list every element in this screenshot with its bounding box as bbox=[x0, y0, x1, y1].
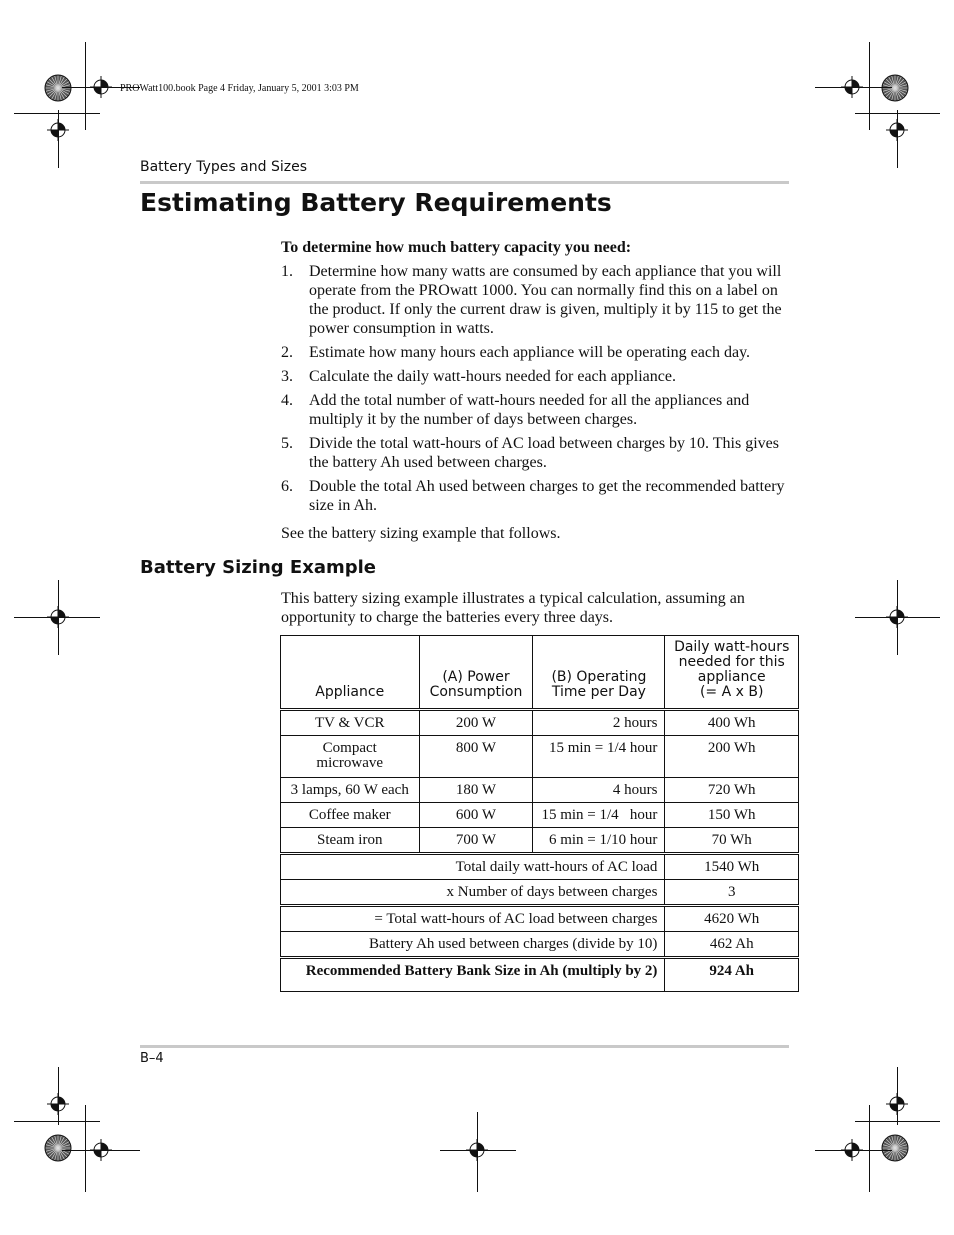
totals-label: Recommended Battery Bank Size in Ah (multiply by 2) bbox=[281, 958, 665, 992]
cell-time: 6 min = 1/10 hour bbox=[533, 828, 665, 854]
page-number: B–4 bbox=[140, 1051, 164, 1066]
table-header-row bbox=[281, 636, 799, 710]
page-title: Estimating Battery Requirements bbox=[140, 188, 612, 217]
crop-mark-line bbox=[85, 1105, 86, 1192]
running-head: Battery Types and Sizes bbox=[140, 159, 307, 175]
step-item bbox=[281, 434, 791, 472]
procedure-steps bbox=[281, 262, 791, 520]
step-number: 2. bbox=[281, 344, 293, 361]
step-item bbox=[281, 343, 791, 362]
cell-appliance: Compact microwave bbox=[281, 736, 420, 778]
step-text: Determine how many watts are consumed by each appliance that you will operate from the PROwatt 1000. You can normally find this on a label on the product. If only the current draw is given, multiply it by 115 to get the power consumption in watts. bbox=[309, 263, 782, 337]
cell-time: 15 min = 1/4 hour bbox=[533, 736, 665, 778]
table-row bbox=[281, 778, 799, 803]
totals-value: 1540 Wh bbox=[665, 854, 799, 880]
crop-mark-line bbox=[85, 42, 86, 130]
step-number: 3. bbox=[281, 368, 293, 385]
step-text: Calculate the daily watt-hours needed for each appliance. bbox=[309, 368, 676, 385]
procedure-lead: To determine how much battery capacity you need: bbox=[281, 239, 632, 256]
crop-mark-line bbox=[14, 617, 100, 618]
crop-mark-line bbox=[440, 1150, 516, 1151]
totals-label: = Total watt-hours of AC load between charges bbox=[281, 906, 665, 932]
crop-mark-line bbox=[815, 87, 892, 88]
cell-daily: 70 Wh bbox=[665, 828, 799, 854]
step-item bbox=[281, 391, 791, 429]
cell-time: 2 hours bbox=[533, 710, 665, 736]
step-number: 5. bbox=[281, 435, 293, 452]
step-number: 1. bbox=[281, 263, 293, 280]
color-wheel-mark-icon bbox=[44, 1134, 72, 1162]
crop-mark-line bbox=[815, 1150, 892, 1151]
totals-row bbox=[281, 880, 799, 906]
color-wheel-mark-icon bbox=[881, 1134, 909, 1162]
totals-value: 3 bbox=[665, 880, 799, 906]
totals-label: Battery Ah used between charges (divide by 10) bbox=[281, 932, 665, 958]
cell-appliance: TV & VCR bbox=[281, 710, 420, 736]
header-daily-watt-hours: Daily watt-hours needed for this appliance (= A x B) bbox=[665, 636, 799, 710]
cell-daily: 400 Wh bbox=[665, 710, 799, 736]
step-text: Divide the total watt-hours of AC load between charges by 10. This gives the battery Ah used between charges. bbox=[309, 435, 779, 471]
cell-power: 600 W bbox=[419, 803, 533, 828]
crop-mark-line bbox=[58, 580, 59, 655]
crop-mark-line bbox=[62, 1150, 140, 1151]
step-text: Add the total number of watt-hours needed for all the appliances and multiply it by the number of days between charges. bbox=[309, 392, 750, 428]
step-item bbox=[281, 262, 791, 338]
header-appliance: Appliance bbox=[281, 636, 420, 710]
crop-mark-line bbox=[58, 1067, 59, 1125]
totals-value: 924 Ah bbox=[665, 958, 799, 992]
crop-mark-line bbox=[869, 42, 870, 130]
cell-appliance: 3 lamps, 60 W each bbox=[281, 778, 420, 803]
see-also-text: See the battery sizing example that follows. bbox=[281, 525, 561, 542]
header-power: (A) Power Consumption bbox=[419, 636, 533, 710]
header-rule bbox=[140, 181, 789, 184]
totals-label: x Number of days between charges bbox=[281, 880, 665, 906]
totals-value: 462 Ah bbox=[665, 932, 799, 958]
cell-power: 180 W bbox=[419, 778, 533, 803]
crop-mark-line bbox=[897, 110, 898, 168]
footer-rule bbox=[140, 1045, 789, 1048]
cell-appliance: Coffee maker bbox=[281, 803, 420, 828]
totals-label: Total daily watt-hours of AC load bbox=[281, 854, 665, 880]
battery-sizing-table bbox=[280, 635, 799, 992]
cell-power: 700 W bbox=[419, 828, 533, 854]
step-number: 6. bbox=[281, 478, 293, 495]
color-wheel-mark-icon bbox=[44, 74, 72, 102]
cell-daily: 720 Wh bbox=[665, 778, 799, 803]
step-text: Estimate how many hours each appliance will be operating each day. bbox=[309, 344, 751, 361]
table-row bbox=[281, 828, 799, 854]
step-item bbox=[281, 477, 791, 515]
cell-daily: 150 Wh bbox=[665, 803, 799, 828]
table-row bbox=[281, 736, 799, 778]
totals-value: 4620 Wh bbox=[665, 906, 799, 932]
example-heading: Battery Sizing Example bbox=[140, 557, 376, 578]
crop-mark-line bbox=[58, 110, 59, 168]
crop-mark-line bbox=[477, 1112, 478, 1192]
cell-appliance: Steam iron bbox=[281, 828, 420, 854]
totals-row bbox=[281, 906, 799, 932]
table-row bbox=[281, 710, 799, 736]
crop-mark-line bbox=[14, 1121, 100, 1122]
cell-daily: 200 Wh bbox=[665, 736, 799, 778]
totals-row-recommended bbox=[281, 958, 799, 992]
crop-mark-line bbox=[897, 1067, 898, 1125]
step-number: 4. bbox=[281, 392, 293, 409]
totals-row bbox=[281, 854, 799, 880]
crop-mark-line bbox=[14, 113, 100, 114]
table-row bbox=[281, 803, 799, 828]
color-wheel-mark-icon bbox=[881, 74, 909, 102]
cell-power: 800 W bbox=[419, 736, 533, 778]
cell-time: 4 hours bbox=[533, 778, 665, 803]
cell-power: 200 W bbox=[419, 710, 533, 736]
step-item bbox=[281, 367, 791, 386]
totals-row bbox=[281, 932, 799, 958]
step-text: Double the total Ah used between charges to get the recommended battery size in Ah. bbox=[309, 478, 785, 514]
cell-time: 15 min = 1/4 hour bbox=[533, 803, 665, 828]
crop-mark-line bbox=[897, 580, 898, 655]
header-operating-time: (B) Operating Time per Day bbox=[533, 636, 665, 710]
book-info-header: PROWatt100.book Page 4 Friday, January 5, 2001 3:03 PM bbox=[120, 83, 359, 94]
example-intro: This battery sizing example illustrates a typical calculation, assuming an opportunity to charge the batteries every three days. bbox=[281, 590, 745, 626]
crop-mark-line bbox=[869, 1105, 870, 1192]
